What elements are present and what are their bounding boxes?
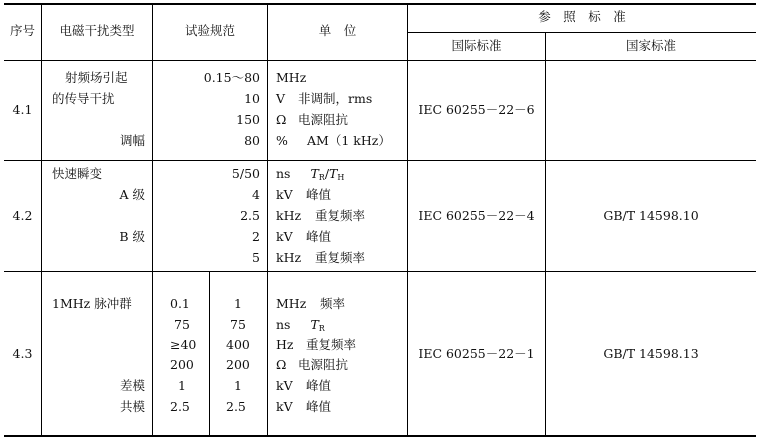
row-4-2-spec: 2: [252, 229, 260, 244]
row-4-2-seq: 4.2: [12, 208, 33, 223]
row-4-3-type: 差模: [119, 378, 145, 393]
row-4-2-spec: 4: [252, 187, 260, 202]
row-4-2-intl-std: IEC 60255－22－4: [418, 208, 535, 223]
row-4-2-unit-desc: 峰值: [306, 229, 332, 244]
tr-symbol: T: [310, 317, 319, 332]
row-4-3-spec-b: 1: [234, 378, 242, 393]
row-4-3-spec-a: 1: [178, 378, 186, 393]
row-4-2-spec: 5: [252, 250, 260, 265]
row-4-3-spec-b: 75: [230, 317, 246, 332]
row-4-2-unit-desc: 重复频率: [315, 208, 366, 223]
row-4-2-type: A 级: [119, 187, 145, 202]
row-4-2-spec: 5/50: [231, 166, 260, 181]
row-4-3-unit: Ω: [276, 357, 287, 372]
row-4-1-spec: 80: [244, 133, 260, 148]
row-4-2-natl-std: GB/T 14598.10: [603, 208, 699, 223]
row-4-3-spec-a: 0.1: [170, 296, 190, 311]
tr-subscript: R: [318, 324, 325, 333]
header-type: 电磁干扰类型: [59, 23, 135, 38]
row-4-3-unit: Hz: [276, 337, 294, 352]
row-4-3-unit-desc: 频率: [320, 296, 346, 311]
row-4-3-type: 1MHz 脉冲群: [52, 296, 132, 311]
row-4-3-unit-desc: 电源阻抗: [298, 357, 349, 372]
col-divider-seq: [41, 3, 42, 437]
row-4-3-intl-std: IEC 60255－22－1: [418, 346, 535, 361]
th-subscript: H: [337, 173, 345, 182]
row-4-1-unit: Ω: [276, 112, 287, 127]
row-4-3-spec-b: 200: [226, 357, 250, 372]
col-divider-intl: [545, 32, 546, 437]
row-4-2-unit-desc: 重复频率: [315, 250, 366, 265]
row-4-3-unit-desc: 重复频率: [306, 337, 357, 352]
row-4-3-unit: kV: [276, 399, 293, 414]
row-4-2-spec: 2.5: [240, 208, 260, 223]
row-4-2-unit-desc: 峰值: [306, 187, 332, 202]
row-4-1-spec: 150: [236, 112, 260, 127]
row-4-3-seq: 4.3: [12, 346, 33, 361]
unit-symbol: ns: [276, 317, 291, 332]
tr-symbol: T: [310, 166, 319, 181]
header-unit: 单 位: [318, 23, 357, 38]
row-4-3-spec-a: 200: [170, 357, 194, 372]
row-4-3-spec-a: 2.5: [170, 399, 190, 414]
header-natl: 国家标准: [625, 38, 676, 53]
tr-subscript: R: [318, 173, 325, 182]
row-4-2-unit: [276, 167, 344, 185]
row-4-1-unit-desc: AM（1 kHz）: [307, 133, 391, 148]
row-4-3-spec-b: 1: [234, 296, 242, 311]
row-4-3-unit: MHz: [276, 296, 307, 311]
col-divider-spec: [267, 3, 268, 437]
row-4-1-spec: 10: [244, 91, 260, 106]
row-4-2-unit: kV: [276, 187, 293, 202]
col-divider-type: [152, 3, 153, 437]
row-4-3-unit-desc: 峰值: [306, 399, 332, 414]
row-4-1-type: 射频场引起: [65, 70, 128, 85]
row-4-2-unit: kV: [276, 229, 293, 244]
row-4-1-unit-desc: 电源阻抗: [298, 112, 349, 127]
row-4-2-type: 快速瞬变: [52, 166, 103, 181]
row-4-3-unit: [276, 318, 325, 336]
col-divider-spec-inner: [209, 271, 210, 437]
row-4-3-spec-a: 75: [174, 317, 190, 332]
header-seq: 序号: [9, 23, 35, 38]
row-4-2-type: B 级: [119, 229, 145, 244]
row-4-3-spec-a: ≥40: [170, 337, 197, 352]
table-top-rule: [4, 3, 756, 5]
row-divider-1: [4, 160, 756, 161]
row-divider-2: [4, 271, 756, 272]
row-4-1-unit: V: [276, 91, 286, 106]
header-bottom-rule: [4, 60, 756, 61]
slash: /: [324, 166, 330, 181]
row-4-1-unit: MHz: [276, 70, 307, 85]
row-4-1-unit-desc: 非调制，rms: [298, 91, 373, 106]
table-bottom-rule: [4, 435, 756, 437]
row-4-2-unit: kHz: [276, 208, 302, 223]
row-4-3-type: 共模: [119, 399, 145, 414]
header-spec: 试验规范: [184, 23, 235, 38]
header-ref: 参 照 标 准: [538, 9, 626, 24]
row-4-1-type: 的传导干扰: [52, 91, 115, 106]
row-4-1-seq: 4.1: [12, 102, 33, 117]
row-4-1-spec: 0.15～80: [203, 70, 260, 85]
row-4-1-unit: %: [276, 133, 288, 148]
row-4-2-unit: kHz: [276, 250, 302, 265]
ref-subheader-rule: [407, 32, 756, 33]
th-symbol: T: [329, 166, 338, 181]
header-intl: 国际标准: [451, 38, 502, 53]
row-4-3-unit-desc: 峰值: [306, 378, 332, 393]
row-4-3-natl-std: GB/T 14598.13: [603, 346, 699, 361]
row-4-3-spec-b: 2.5: [226, 399, 246, 414]
row-4-3-unit: kV: [276, 378, 293, 393]
unit-symbol: ns: [276, 166, 291, 181]
row-4-3-spec-b: 400: [226, 337, 250, 352]
row-4-1-type: 调幅: [119, 133, 145, 148]
row-4-1-intl-std: IEC 60255－22－6: [418, 102, 535, 117]
